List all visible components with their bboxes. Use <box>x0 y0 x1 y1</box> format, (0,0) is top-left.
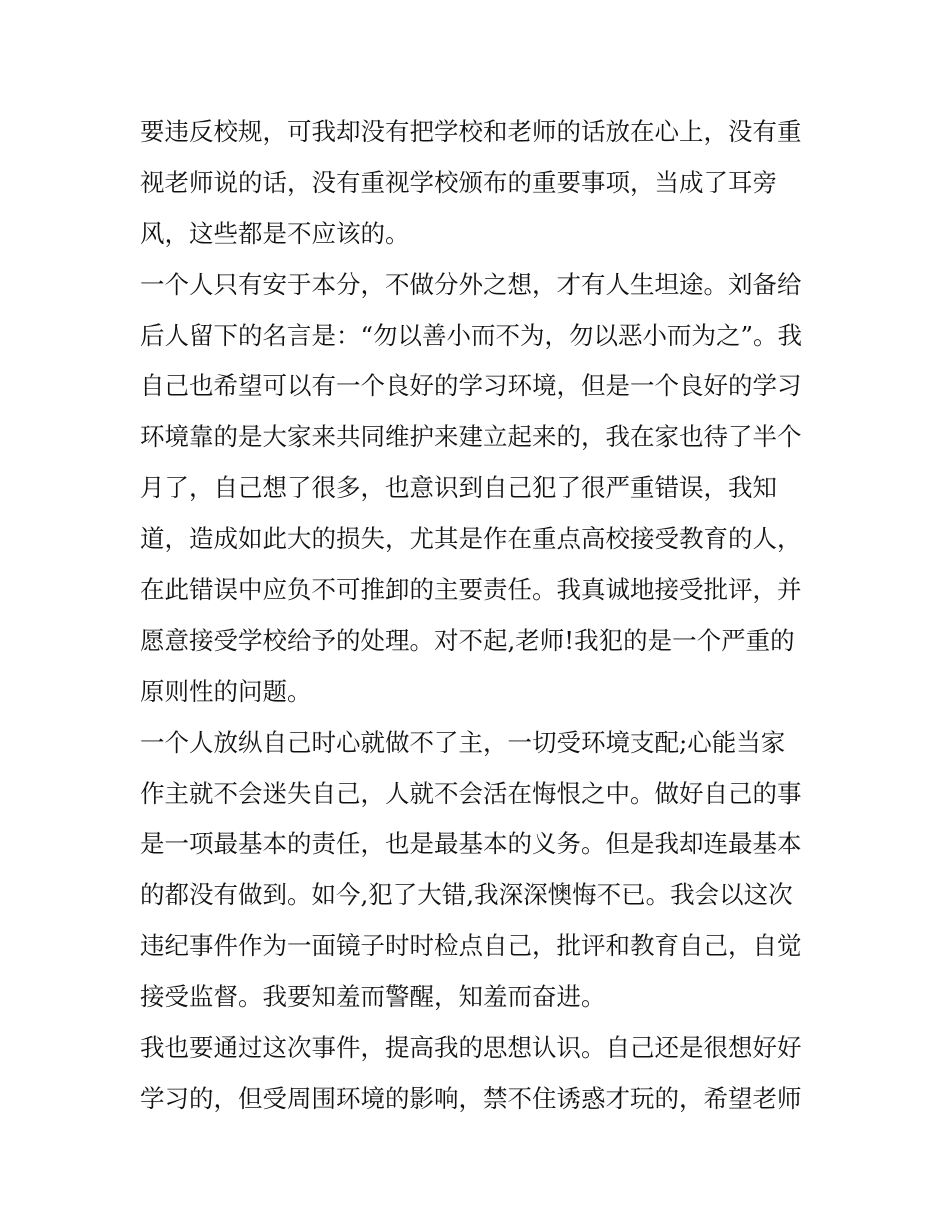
text-line: 一个人只有安于本分，不做分外之想，才有人生坦途。刘备给 <box>140 269 802 299</box>
text-line: 道，造成如此大的损失，尤其是作在重点高校接受教育的人， <box>140 524 802 554</box>
text-line: 学习的，但受周围环境的影响，禁不住诱惑才玩的，希望老师 <box>140 1083 802 1113</box>
text-line: 是一项最基本的责任，也是最基本的义务。但是我却连最基本 <box>140 829 802 859</box>
text-line: 接受监督。我要知羞而警醒，知羞而奋进。 <box>140 982 606 1012</box>
text-line: 愿意接受学校给予的处理。对不起,老师!我犯的是一个严重的 <box>140 625 795 655</box>
text-line: 作主就不会迷失自己，人就不会活在悔恨之中。做好自己的事 <box>140 778 802 808</box>
text-line: 一个人放纵自己时心就做不了主，一切受环境支配;心能当家 <box>140 727 786 757</box>
text-line: 视老师说的话，没有重视学校颁布的重要事项，当成了耳旁 <box>140 167 777 197</box>
text-line: 月了，自己想了很多，也意识到自己犯了很严重错误，我知 <box>140 473 777 503</box>
text-line: 在此错误中应负不可推卸的主要责任。我真诚地接受批评，并 <box>140 575 802 605</box>
text-line: 违纪事件作为一面镜子时时检点自己，批评和教育自己，自觉 <box>140 931 802 961</box>
text-line: 环境靠的是大家来共同维护来建立起来的，我在家也待了半个 <box>140 422 802 452</box>
text-line: 风，这些都是不应该的。 <box>140 218 410 248</box>
text-line: 自己也希望可以有一个良好的学习环境，但是一个良好的学习 <box>140 371 802 401</box>
text-line: 原则性的问题。 <box>140 676 312 706</box>
text-line: 后人留下的名言是：“勿以善小而不为，勿以恶小而为之”。我 <box>140 320 803 350</box>
text-line: 要违反校规，可我却没有把学校和老师的话放在心上，没有重 <box>140 117 802 146</box>
text-line: 的都没有做到。如今,犯了大错,我深深懊悔不已。我会以这次 <box>140 880 793 910</box>
body-text <box>140 107 820 1125</box>
text-line: 我也要通过这次事件，提高我的思想认识。自己还是很想好好 <box>140 1033 802 1063</box>
